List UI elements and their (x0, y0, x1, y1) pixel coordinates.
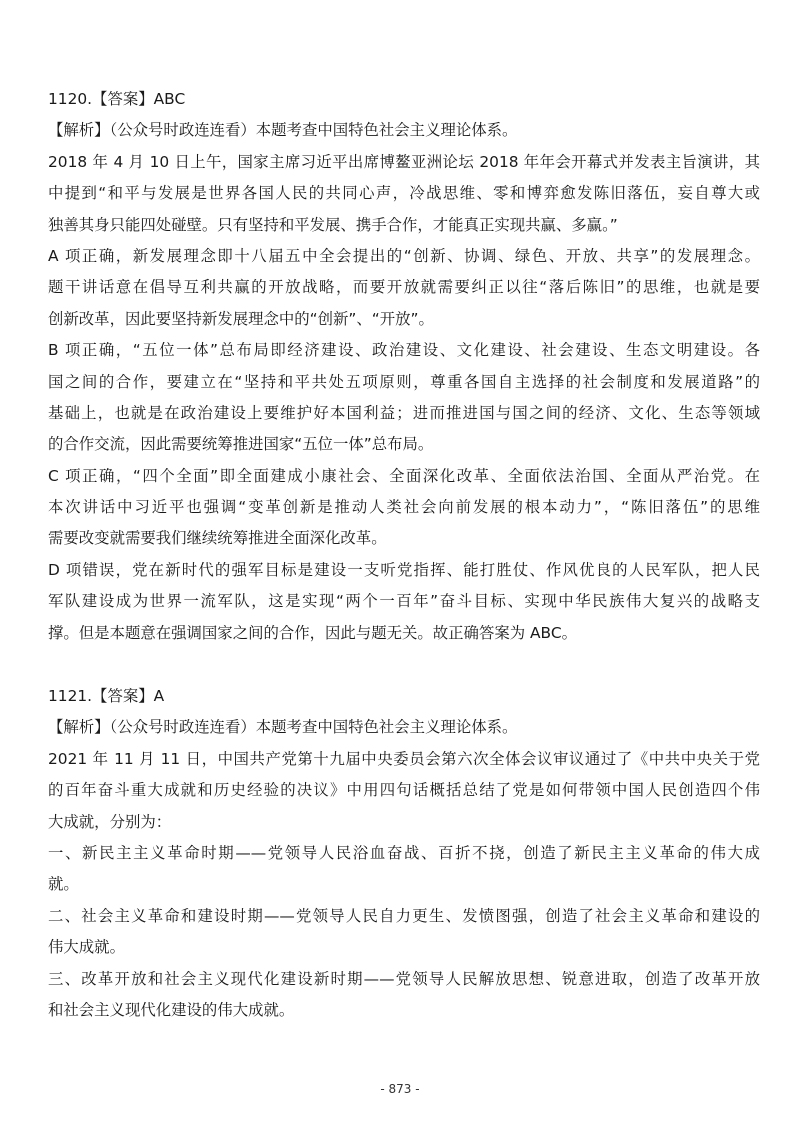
section-gap (48, 649, 760, 681)
answer-1121-line: 【解析】（公众号时政连连看）本题考查中国特色社会主义理论体系。 (48, 718, 518, 737)
answer-1121 (48, 681, 760, 1026)
answer-1120-line: 2018 年 4 月 10 日上午，国家主席习近平出席博鳌亚洲论坛 2018 年年会开幕式并发表主旨演讲，其 (48, 152, 760, 171)
answer-1120-line: 中提到“和平与发展是世界各国人民的共同心声，冷战思维、零和博弈愈发陈旧落伍，妄自尊大或 (48, 184, 760, 203)
answer-1120-line: 基础上，也就是在政治建设上要维护好本国利益；进而推进国与国之间的经济、文化、生态等领域 (48, 403, 760, 422)
answer-1121-line: 的百年奋斗重大成就和历史经验的决议》中用四句话概括总结了党是如何带领中国人民创造四个伟 (48, 781, 760, 800)
answer-1120-line: 本次讲话中习近平也强调“变革创新是推动人类社会向前发展的根本动力”，“陈旧落伍”的思维 (48, 498, 760, 517)
answer-1121-line: 2021 年 11 月 11 日，中国共产党第十九届中央委员会第六次全体会议审议通过了《中共中央关于党 (48, 749, 760, 768)
answer-1121-line: 和社会主义现代化建设的伟大成就。 (48, 1000, 295, 1019)
answer-1121-line: 三、改革开放和社会主义现代化建设新时期——党领导人民解放思想、锐意进取，创造了改革开放 (48, 969, 760, 988)
answer-1121-line: 大成就，分别为： (48, 812, 172, 831)
answer-1121-heading: 1121.【答案】A (48, 687, 165, 706)
page-number: - 873 - (380, 1082, 420, 1096)
answer-1120 (48, 84, 760, 649)
answer-1120-line: 军队建设成为世界一流军队，这是实现“两个一百年”奋斗目标、实现中华民族伟大复兴的战略支 (48, 592, 760, 611)
answer-1121-line: 一、新民主主义革命时期——党领导人民浴血奋战、百折不挠，创造了新民主主义革命的伟大成 (48, 843, 760, 862)
answer-1120-line: 国之间的合作，要建立在“坚持和平共处五项原则，尊重各国自主选择的社会制度和发展道路”的 (48, 372, 760, 391)
answer-1120-line: 题干讲话意在倡导互利共赢的开放战略，而要开放就需要纠正以往“落后陈旧”的思维，也就是要 (48, 278, 760, 297)
answer-1120-heading: 1120.【答案】ABC (48, 90, 186, 108)
answer-1120-line: B 项正确，“五位一体”总布局即经济建设、政治建设、文化建设、社会建设、生态文明建设。各 (48, 341, 760, 360)
answer-1120-line: 独善其身只能四处碰壁。只有坚持和平发展、携手合作，才能真正实现共赢、多赢。” (48, 215, 618, 234)
answer-1121-line: 伟大成就。 (48, 938, 125, 957)
answer-1120-line: D 项错误，党在新时代的强军目标是建设一支听党指挥、能打胜仗、作风优良的人民军队，把人民 (48, 560, 760, 579)
answer-1121-line: 就。 (48, 875, 79, 894)
answer-1121-line: 二、社会主义革命和建设时期——党领导人民自力更生、发愤图强，创造了社会主义革命和建设的 (48, 906, 760, 925)
answer-1120-line: 创新改革，因此要坚持新发展理念中的“创新”、“开放”。 (48, 309, 434, 328)
answer-1120-line: 的合作交流，因此需要统筹推进国家“五位一体”总布局。 (48, 435, 434, 454)
answer-1120-line: C 项正确，“四个全面”即全面建成小康社会、全面深化改革、全面依法治国、全面从严治党。在 (48, 466, 760, 485)
document-body (48, 84, 760, 1026)
answer-1120-line: A 项正确，新发展理念即十八届五中全会提出的“创新、协调、绿色、开放、共享”的发展理念。 (48, 246, 760, 265)
answer-1120-line: 撑。但是本题意在强调国家之间的合作，因此与题无关。故正确答案为 ABC。 (48, 623, 577, 642)
answer-1120-line: 需要改变就需要我们继续统筹推进全面深化改革。 (48, 529, 387, 548)
answer-1120-line: 【解析】（公众号时政连连看）本题考查中国特色社会主义理论体系。 (48, 121, 518, 140)
